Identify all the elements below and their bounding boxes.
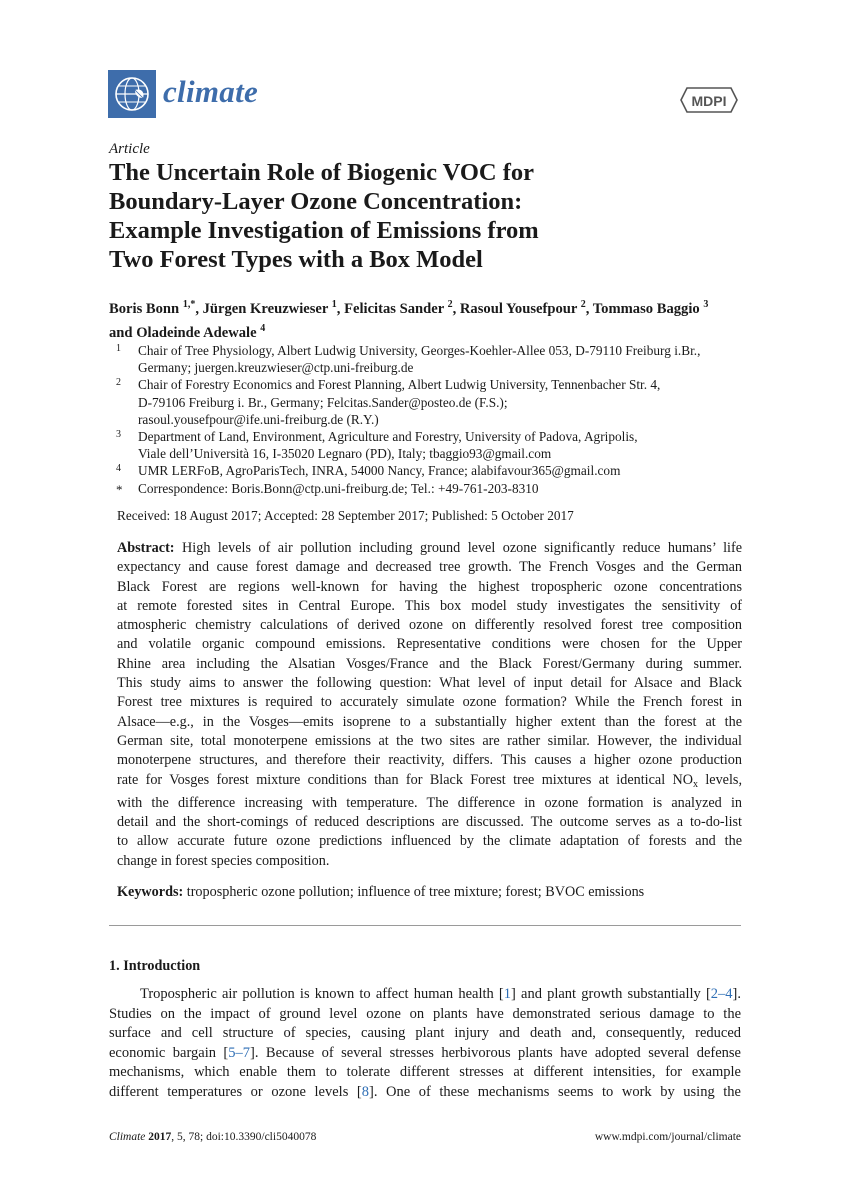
footer-url[interactable]: www.mdpi.com/journal/climate (594, 1131, 741, 1143)
body-line (109, 1083, 741, 1103)
affiliation-line: Viale dell’Università 16, I-35020 Legnaro (PD), Italy; tbaggio93@gmail.com (138, 446, 552, 462)
publication-dates: Received: 18 August 2017; Accepted: 28 September 2017; Published: 5 October 2017 (117, 508, 574, 523)
author-name[interactable]: Jürgen Kreuzwieser (202, 300, 329, 317)
affiliation-number: 4 (116, 463, 121, 475)
abstract-line: expectancy and cause forest damage and decreased tree growth. The French Vosges and the German (117, 559, 742, 576)
author-name[interactable]: Tommaso Baggio (592, 300, 700, 317)
correspondence-line: Correspondence: Boris.Bonn@ctp.uni-freiburg.de; Tel.: +49-761-203-8310 (138, 480, 539, 496)
body-text: economic bargain [ (109, 1044, 229, 1061)
author-name[interactable]: Boris Bonn (109, 300, 180, 317)
abstract-text: High levels of air pollution including ground level ozone significantly reduce humans’ life (182, 540, 743, 556)
author-affiliation-mark: 1 (331, 299, 337, 310)
body-text: ]. One of these mechanisms seems to work by using the (368, 1083, 741, 1100)
abstract-line: and volatile organic compound emissions. Representative conditions were chosen for the Upper (117, 636, 742, 653)
author-affiliation-mark: 1,* (182, 299, 196, 310)
body-line: Studies on the impact of ground level ozone on plants have demonstrated serious damage to the (109, 1005, 741, 1022)
abstract-text: levels, (698, 771, 742, 788)
citation-link[interactable]: 1 (503, 986, 512, 1002)
author-separator: , (452, 300, 460, 317)
abstract-text: rate for Vosges forest mixture conditions than for Black Forest tree mixtures at identical NO (117, 771, 693, 788)
body-text: different temperatures or ozone levels [ (109, 1083, 362, 1100)
keywords-label: Keywords: (117, 884, 184, 900)
abstract-line: German site, total monoterpene emissions at the two sites are rather similar. However, the individual (117, 732, 742, 749)
abstract-line: This study aims to answer the following question: What level of input detail for Alsace and Black (117, 675, 742, 692)
footer-year: 2017 (148, 1131, 172, 1143)
introduction-body (109, 985, 741, 1102)
affiliation-line: D-79106 Freiburg i. Br., Germany; Felcitas.Sander@posteo.de (F.S.); (138, 394, 508, 410)
keywords (117, 884, 742, 901)
affiliation-line: Chair of Forestry Economics and Forest Planning, Albert Ludwig University, Tennenbacher Str. 4, (138, 377, 661, 393)
title-line: The Uncertain Role of Biogenic VOC for (109, 159, 535, 186)
author-name[interactable]: Rasoul Yousefpour (459, 300, 578, 317)
mdpi-badge-icon (677, 82, 741, 118)
affiliations (109, 342, 749, 497)
affiliation-line: UMR LERFoB, AgroParisTech, INRA, 54000 Nancy, France; alabifavour365@gmail.com (138, 463, 621, 479)
abstract-line: detail and the short-comings of reduced descriptions are discussed. The outcome serves as a to-do-list (117, 814, 742, 831)
keywords-text: tropospheric ozone pollution; influence of tree mixture; forest; BVOC emissions (186, 884, 645, 900)
title-line: Two Forest Types with a Box Model (109, 246, 483, 273)
author-separator: and (109, 324, 137, 341)
journal-logo[interactable] (108, 70, 156, 118)
body-text: ]. Because of several stresses herbivorous plants have adopted several defense (250, 1044, 741, 1061)
article-title (109, 158, 749, 274)
affiliation-number: 1 (116, 343, 121, 354)
author-name[interactable]: Felicitas Sander (344, 300, 444, 317)
affiliation-item (109, 428, 749, 462)
body-text: Tropospheric air pollution is known to affect human health [ (140, 986, 504, 1002)
affiliation-line: Germany; juergen.kreuzwieser@ctp.uni-freiburg.de (138, 360, 414, 376)
abstract-line: monoterpene structures, and therefore their reactivity, differs. This causes a higher ozone production (117, 752, 742, 769)
footer-doi: , 5, 78; doi:10.3390/cli5040078 (171, 1131, 317, 1143)
title-line: Boundary-Layer Ozone Concentration: (109, 188, 523, 215)
abstract (117, 539, 742, 871)
author-list (109, 295, 749, 343)
affiliation-item (109, 462, 749, 479)
body-line: surface and cell structure of species, causing plant injury and death and, consequently, reduced (109, 1025, 741, 1041)
author-separator: , (336, 300, 345, 317)
correspondence-mark: * (116, 481, 123, 497)
journal-name[interactable]: climate (163, 74, 259, 109)
globe-leaf-icon (108, 70, 156, 118)
body-text: ] and plant growth substantially [ (511, 986, 711, 1002)
abstract-line: at remote forested sites in Central Europe. This box model study investigates the sensitivity of (117, 597, 742, 614)
abstract-line: Rhine area including the Alsatian Vosges/France and the Black Forest/Germany during summer. (117, 655, 742, 672)
author-name[interactable]: Oladeinde Adewale (136, 324, 257, 341)
citation-link[interactable]: 8 (361, 1083, 369, 1100)
abstract-line: change in forest species composition. (117, 852, 330, 869)
author-affiliation-mark: 2 (447, 299, 453, 310)
article-type: Article (109, 141, 150, 157)
affiliation-item (109, 342, 749, 376)
publisher-name: MDPI (691, 93, 727, 109)
author-affiliation-mark: 2 (580, 299, 586, 310)
abstract-line: to allow accurate future ozone predictions influenced by the climate adaptation of forests and the (117, 833, 742, 850)
abstract-line: with the difference increasing with temperature. The difference in ozone formation is analyzed in (117, 794, 742, 811)
citation-link[interactable]: 2–4 (710, 986, 733, 1002)
body-line (109, 985, 741, 1005)
footer-citation (109, 1131, 316, 1143)
footer-journal: Climate (109, 1131, 146, 1143)
body-text: ]. (732, 986, 741, 1002)
abstract-line: Black Forest are regions well-known for having the highest tropospheric ozone concentrations (117, 578, 742, 595)
affiliation-number: 2 (116, 377, 121, 389)
abstract-label: Abstract: (117, 540, 175, 556)
affiliation-number: 3 (116, 429, 121, 441)
affiliation-line: rasoul.yousefpour@ife.uni-freiburg.de (R.Y.) (138, 411, 379, 427)
affiliation-line: Chair of Tree Physiology, Albert Ludwig University, Georges-Koehler-Allee 053, D-79110 Freiburg i.Br., (138, 343, 701, 358)
section-heading: 1. Introduction (109, 958, 201, 974)
author-affiliation-mark: 3 (703, 299, 709, 310)
citation-link[interactable]: 5–7 (228, 1044, 251, 1061)
abstract-line: Forest tree mixtures is required to accurately simulate ozone formation? While the French forest in (117, 694, 742, 711)
author-separator: , (585, 300, 593, 317)
title-line: Example Investigation of Emissions from (109, 217, 539, 244)
section-divider (109, 925, 741, 926)
abstract-line: atmospheric chemistry calculations of derived ozone on differently resolved forest tree composition (117, 617, 742, 634)
body-line (109, 1044, 741, 1064)
body-line: mechanisms, which enable them to tolerate different stresses at different intensities, for example (109, 1064, 741, 1080)
abstract-line: Alsace—e.g., in the Vosges—emits isoprene to a substantially higher extent than the forest at the (117, 713, 742, 730)
correspondence-item (109, 480, 749, 497)
author-separator: , (195, 300, 203, 317)
abstract-line (117, 539, 742, 558)
affiliation-line: Department of Land, Environment, Agriculture and Forestry, University of Padova, Agripolis, (138, 429, 638, 445)
nox-subscript: x (693, 778, 698, 790)
publisher-logo[interactable] (677, 82, 741, 118)
author-affiliation-mark: 4 (260, 322, 266, 334)
affiliation-item (109, 376, 749, 428)
abstract-line (117, 771, 742, 794)
